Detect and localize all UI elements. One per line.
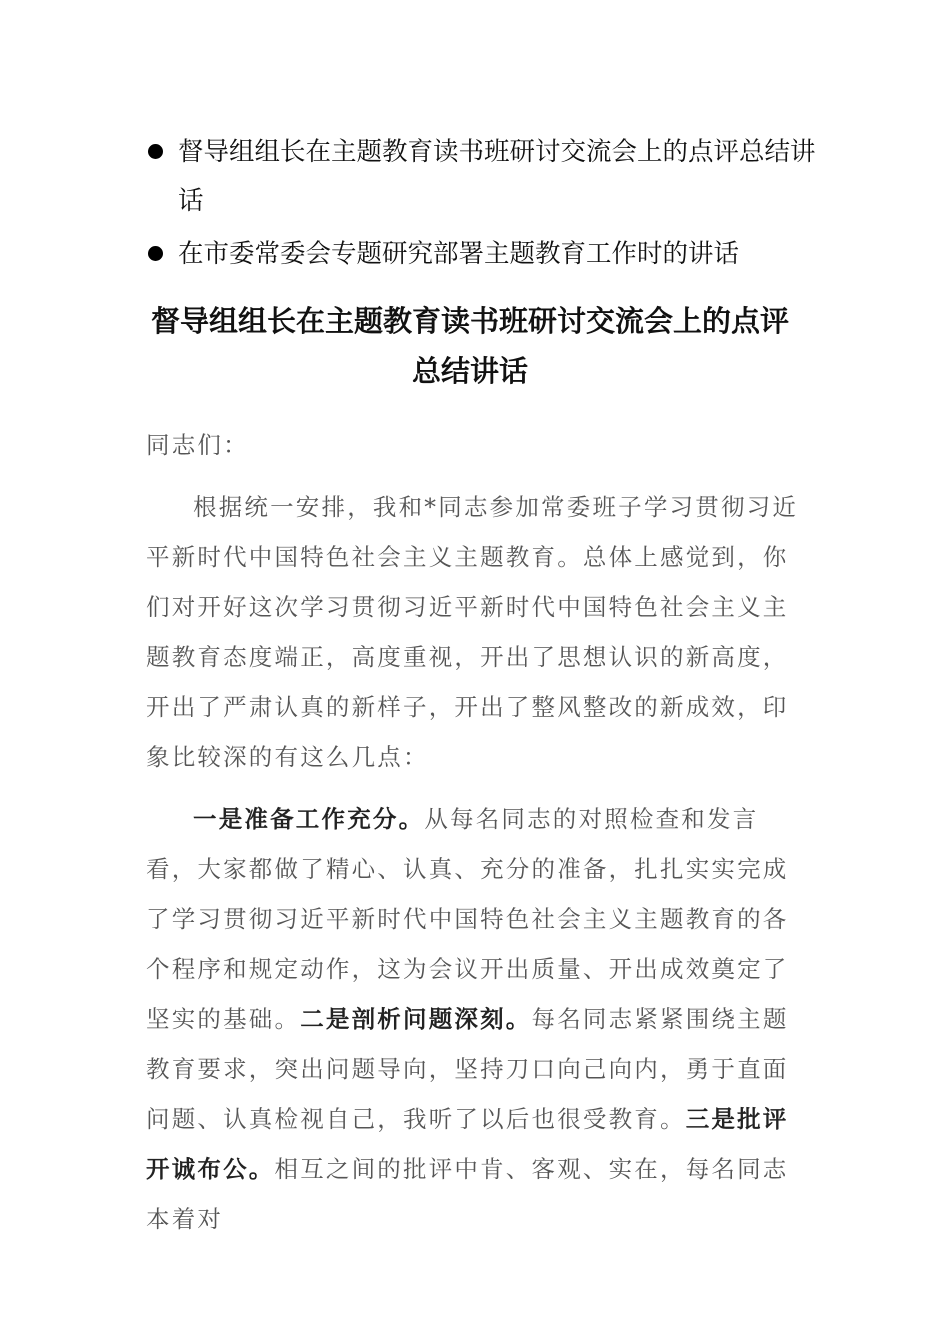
point-text: 每名同志紧紧围绕主题教育要求，突出问题导向，坚持刀口向己向内，勇于直面问题、认真检视自己，我听了以后也很受教育。: [146, 1005, 789, 1133]
paragraph: 根据统一安排，我和*同志参加常委班子学习贯彻习近平新时代中国特色社会主义主题教育。总体上感觉到，你们对开好这次学习贯彻习近平新时代中国特色社会主义主题教育态度端正，高度重视，开出了思想认识的新高度，开出了严肃认真的新样子，开出了整风整改的新成效，印象比较深的有这么几点：: [146, 493, 799, 771]
salutation: 同志们：: [146, 431, 249, 459]
toc-item-label: 督导组组长在主题教育读书班研讨交流会上的点评总结讲话: [178, 137, 816, 216]
bullet-icon: [148, 246, 163, 261]
toc-item[interactable]: [146, 230, 826, 279]
point-heading: 一是准备工作充分。: [193, 805, 425, 833]
bullet-icon: [148, 144, 163, 159]
point-heading: 三是批评开诚布公。: [146, 1105, 789, 1183]
toc-item[interactable]: [146, 128, 826, 226]
point-text: 从每名同志的对照检查和发言看，大家都做了精心、认真、充分的准备，扎扎实实完成了学习贯彻习近平新时代中国特色社会主义主题教育的各个程序和规定动作，这为会议开出质量、开出成效奠定了坚实的基础。: [146, 805, 789, 1033]
table-of-contents: [146, 128, 826, 283]
paragraph: [146, 794, 802, 1244]
document-body: [146, 420, 802, 1256]
document-title: 督导组组长在主题教育读书班研讨交流会上的点评总结讲话: [150, 304, 789, 388]
toc-item-label: 在市委常委会专题研究部署主题教育工作时的讲话: [178, 239, 740, 269]
point-heading: 二是剖析问题深刻。: [300, 1005, 532, 1033]
point-text: 相互之间的批评中肯、客观、实在，每名同志本着对: [146, 1155, 789, 1233]
